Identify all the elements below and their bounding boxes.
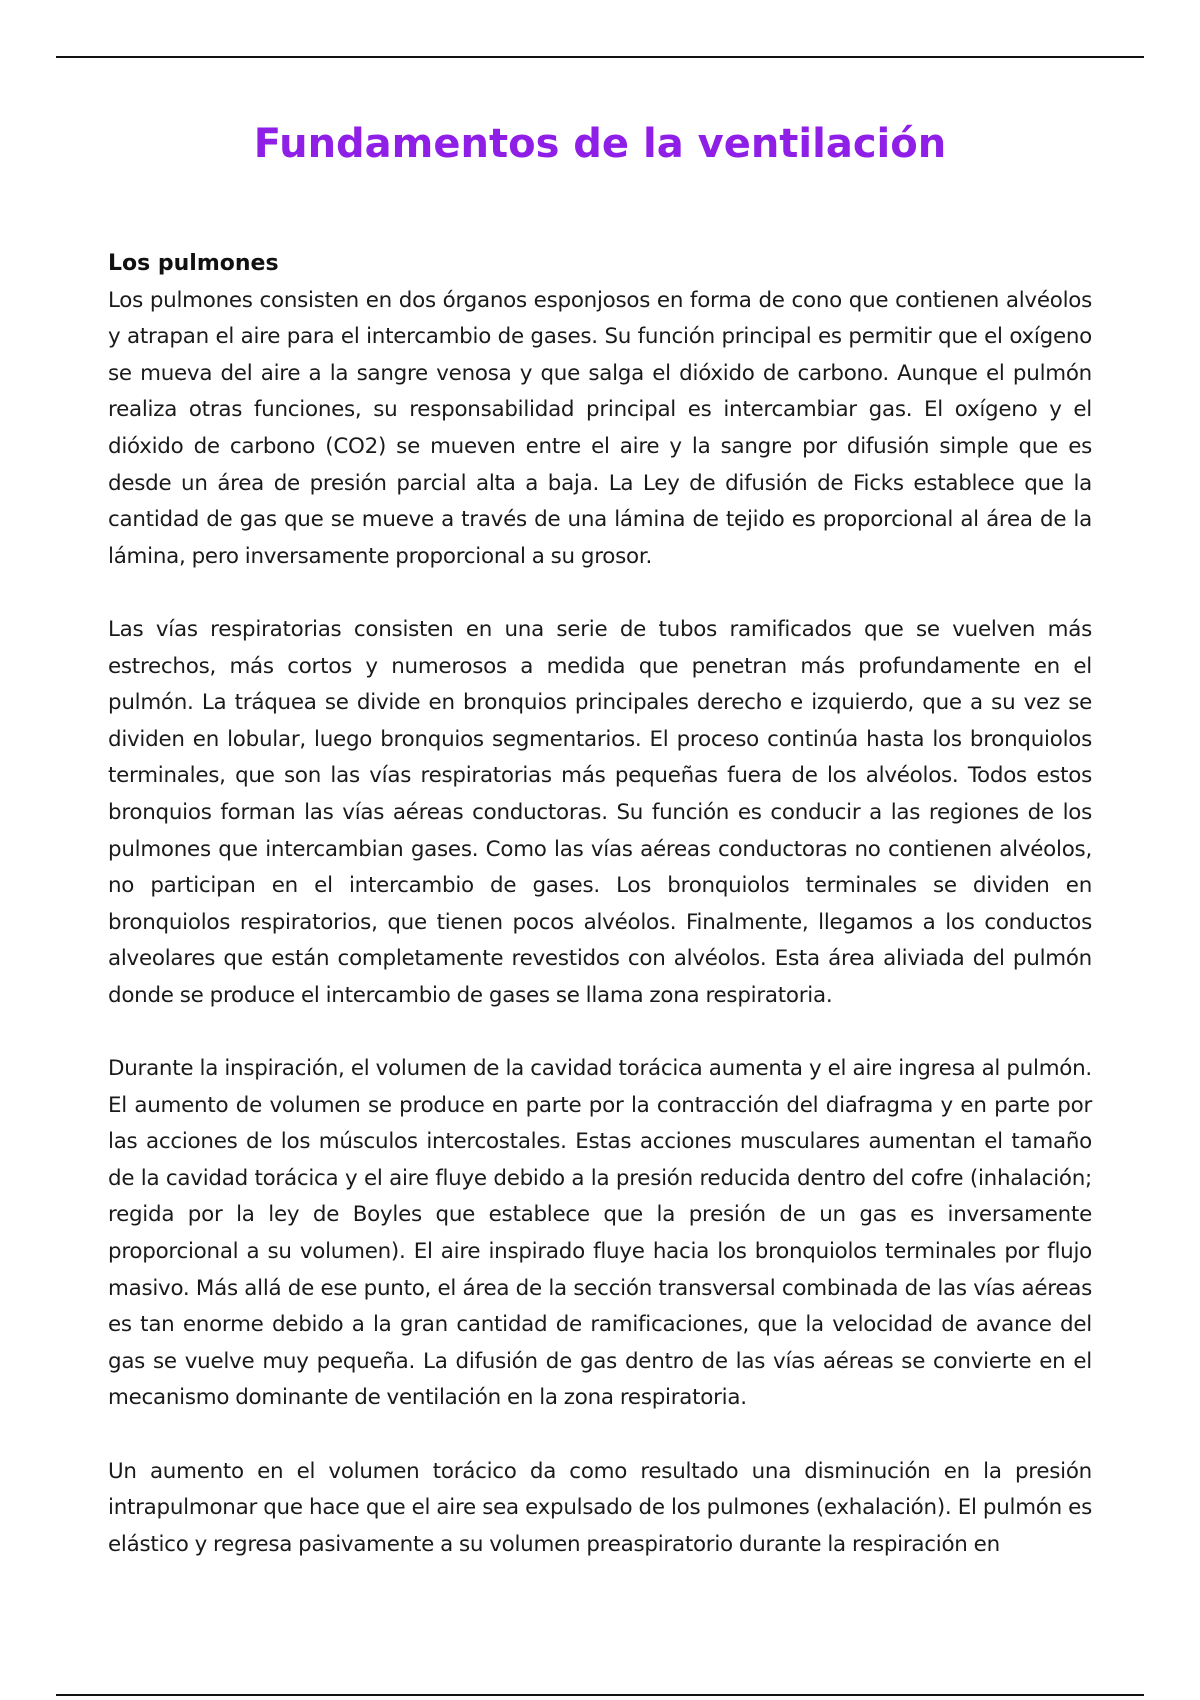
- top-rule: [56, 56, 1144, 58]
- page-title: Fundamentos de la ventilación: [253, 121, 947, 167]
- paragraph-lungs: Los pulmones consisten en dos órganos esponjosos en forma de cono que contienen alvéolos y atrapan el aire para el intercambio de gases. Su función principal es permitir que el oxígeno se mueva del aire a la sangre venosa y que salga el dióxido de carbono. Aunque el pulmón realiza otras funciones, su responsabilidad principal es intercambiar gas. El oxígeno y el dióxido de carbono (CO2) se mueven entre el aire y la sangre por difusión simple que es desde un área de presión parcial alta a baja. La Ley de difusión de Ficks establece que la cantidad de gas que se mueve a través de una lámina de tejido es proporcional al área de la lámina, pero inversamente proporcional a su grosor.: [108, 287, 1092, 569]
- bottom-rule: [56, 1694, 1144, 1696]
- paragraph-airways: Las vías respiratorias consisten en una serie de tubos ramificados que se vuelven más estrechos, más cortos y numerosos a medida que penetran más profundamente en el pulmón. La tráquea se divide en bronquios principales derecho e izquierdo, que a su vez se dividen en lobular, luego bronquios segmentarios. El proceso continúa hasta los bronquiolos terminales, que son las vías respiratorias más pequeñas fuera de los alvéolos. Todos estos bronquios forman las vías aéreas conductoras. Su función es conducir a las regiones de los pulmones que intercambian gases. Como las vías aéreas conductoras no contienen alvéolos, no participan en el intercambio de gases. Los bronquiolos terminales se dividen en bronquiolos respiratorios, que tienen pocos alvéolos. Finalmente, llegamos a los conductos alveolares que están completamente revestidos con alvéolos. Esta área aliviada del pulmón donde se produce el intercambio de gases se llama zona respiratoria.: [108, 616, 1092, 1008]
- section-heading: Los pulmones: [108, 251, 279, 276]
- paragraph-inspiration: Durante la inspiración, el volumen de la cavidad torácica aumenta y el aire ingresa al pulmón. El aumento de volumen se produce en parte por la contracción del diafragma y en parte por las acciones de los músculos intercostales. Estas acciones musculares aumentan el tamaño de la cavidad torácica y el aire fluye debido a la presión reducida dentro del cofre (inhalación; regida por la ley de Boyles que establece que la presión de un gas es inversamente proporcional a su volumen). El aire inspirado fluye hacia los bronquiolos terminales por flujo masivo. Más allá de ese punto, el área de la sección transversal combinada de las vías aéreas es tan enorme debido a la gran cantidad de ramificaciones, que la velocidad de avance del gas se vuelve muy pequeña. La difusión de gas dentro de las vías aéreas se convierte en el mecanismo dominante de ventilación en la zona respiratoria.: [108, 1056, 1092, 1411]
- document-body: [108, 246, 1092, 1563]
- paragraph-expiration: Un aumento en el volumen torácico da como resultado una disminución en la presión intrapulmonar que hace que el aire sea expulsado de los pulmones (exhalación). El pulmón es elástico y regresa pasivamente a su volumen preaspiratorio durante la respiración en: [108, 1458, 1092, 1557]
